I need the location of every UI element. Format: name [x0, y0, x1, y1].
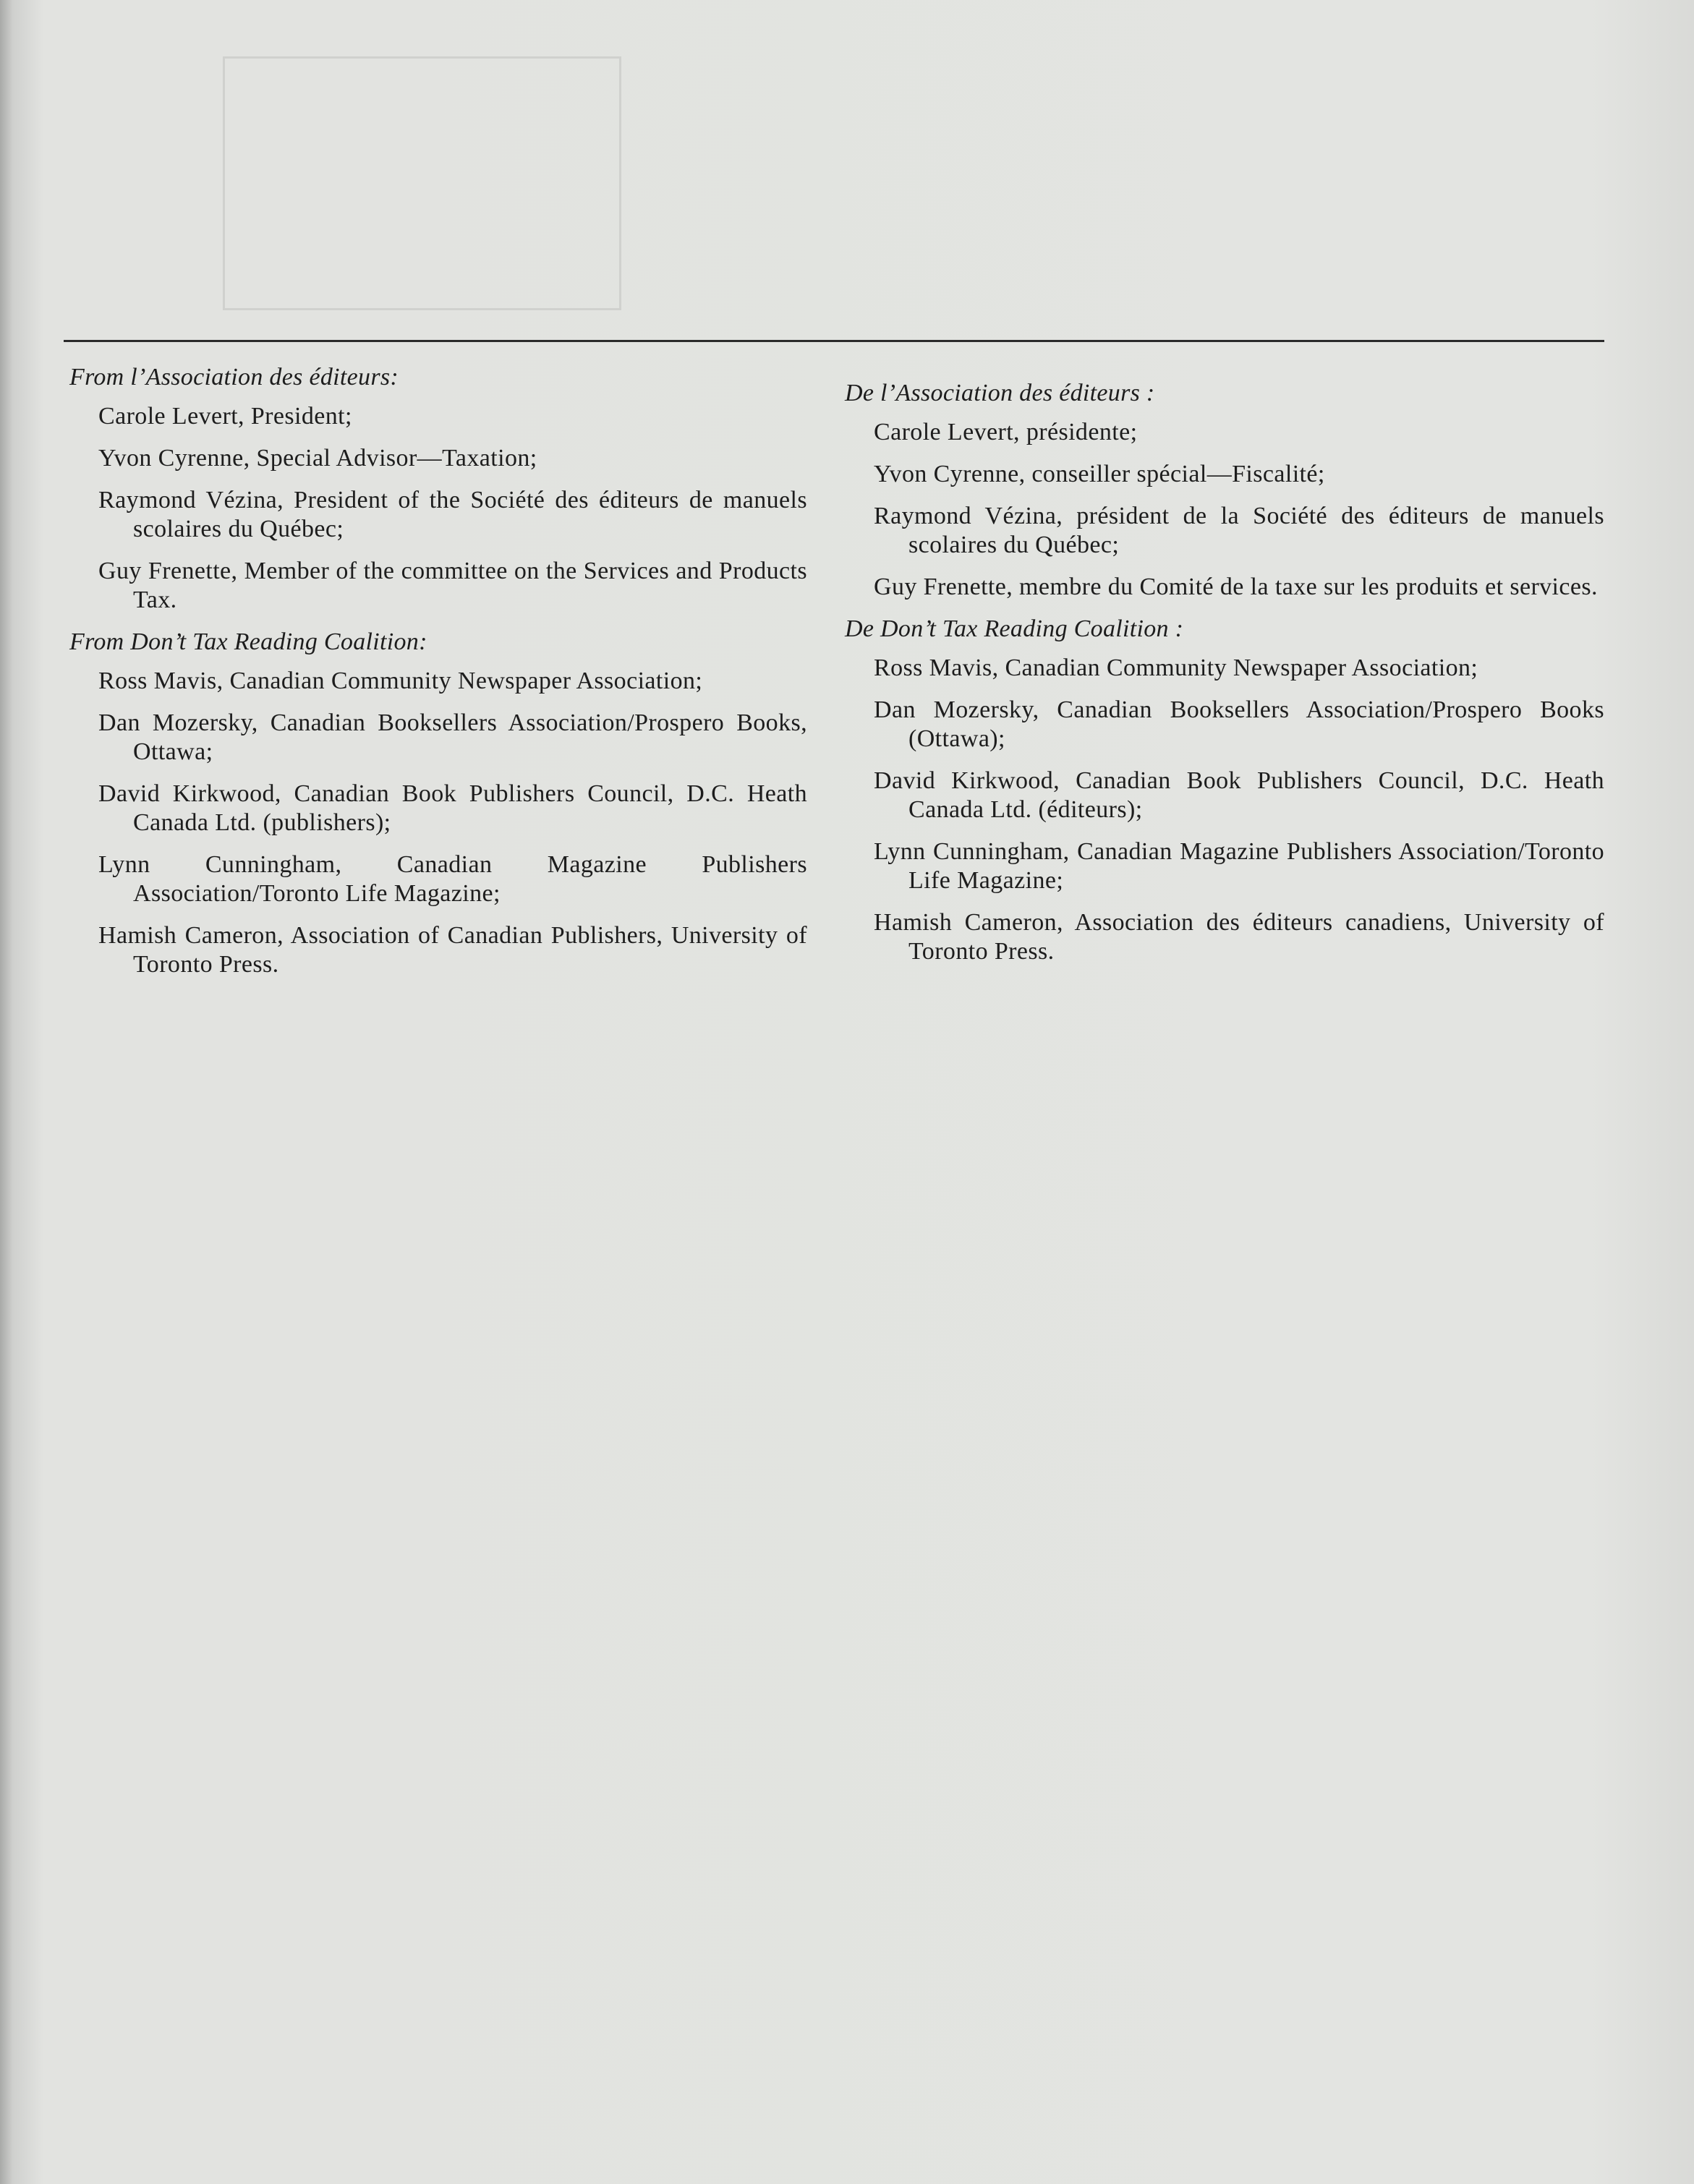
witness-entry: Lynn Cunningham, Canadian Magazine Publishers Association/Toronto Life Magazine;	[98, 851, 807, 907]
witness-entry: Dan Mozersky, Canadian Booksellers Association/Prospero Books, Ottawa;	[98, 709, 807, 765]
witness-entry: Raymond Vézina, President of the Société des éditeurs de manuels scolaires du Québec;	[98, 487, 807, 542]
witness-entry: Hamish Cameron, Association des éditeurs canadiens, University of Toronto Press.	[874, 909, 1604, 965]
witness-entry: Carole Levert, présidente;	[874, 419, 1138, 445]
witness-entry: Ross Mavis, Canadian Community Newspaper Association;	[874, 654, 1478, 681]
witness-entry: Carole Levert, President;	[98, 403, 352, 430]
witness-entry: Hamish Cameron, Association of Canadian Publishers, University of Toronto Press.	[98, 922, 807, 978]
witness-entry: Yvon Cyrenne, conseiller spécial—Fiscalité;	[874, 461, 1325, 487]
witness-entry: Guy Frenette, membre du Comité de la taxe sur les produits et services.	[874, 573, 1598, 600]
witness-entry: Lynn Cunningham, Canadian Magazine Publishers Association/Toronto Life Magazine;	[874, 838, 1604, 894]
witness-entry: Ross Mavis, Canadian Community Newspaper Association;	[98, 667, 703, 694]
section-heading: De l’Association des éditeurs :	[845, 380, 1155, 406]
witness-entry: Raymond Vézina, président de la Société des éditeurs de manuels scolaires du Québec;	[874, 503, 1604, 558]
witness-entry: David Kirkwood, Canadian Book Publishers Council, D.C. Heath Canada Ltd. (publishers);	[98, 780, 807, 836]
section-heading: De Don’t Tax Reading Coalition :	[845, 615, 1184, 642]
english-witness-column	[69, 354, 807, 992]
section-heading: From Don’t Tax Reading Coalition:	[69, 628, 427, 655]
postage-stamp-ghost	[223, 56, 621, 310]
french-witness-column	[845, 370, 1604, 979]
header-rule	[64, 340, 1604, 342]
witness-entry: Guy Frenette, Member of the committee on the Services and Products Tax.	[98, 558, 807, 613]
section-heading: From l’Association des éditeurs:	[69, 364, 399, 391]
witness-entry: David Kirkwood, Canadian Book Publishers Council, D.C. Heath Canada Ltd. (éditeurs);	[874, 767, 1604, 823]
witness-entry: Dan Mozersky, Canadian Booksellers Association/Prospero Books (Ottawa);	[874, 696, 1604, 752]
witness-entry: Yvon Cyrenne, Special Advisor—Taxation;	[98, 445, 537, 472]
